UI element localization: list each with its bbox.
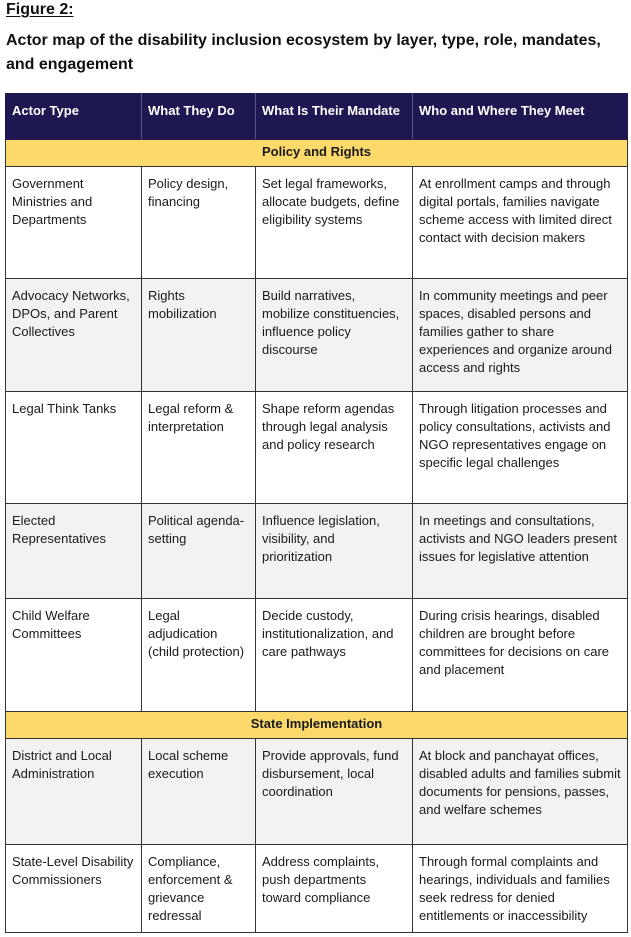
column-header: What They Do	[142, 94, 256, 140]
table-cell: Local scheme execution	[142, 739, 256, 845]
table-cell: Elected Representatives	[6, 504, 142, 599]
actor-map-table	[5, 93, 628, 933]
table-cell: Government Ministries and Departments	[6, 167, 142, 279]
table-cell: Build narratives, mobilize constituencies, influence policy discourse	[256, 279, 413, 392]
table-cell: Policy design, financing	[142, 167, 256, 279]
table-cell: Shape reform agendas through legal analysis and policy research	[256, 392, 413, 504]
column-header: Who and Where They Meet	[413, 94, 628, 140]
figure-title: Actor map of the disability inclusion ecosystem by layer, type, role, mandates, and engagement	[6, 32, 601, 73]
table-cell: Decide custody, institutionalization, and care pathways	[256, 599, 413, 712]
table-cell: District and Local Administration	[6, 739, 142, 845]
column-header: What Is Their Mandate	[256, 94, 413, 140]
table-row	[6, 845, 628, 933]
table-row	[6, 504, 628, 599]
table-cell: Compliance, enforcement & grievance redressal	[142, 845, 256, 933]
section-row	[6, 712, 628, 739]
section-title: Policy and Rights	[6, 140, 628, 167]
table-cell: In meetings and consultations, activists and NGO leaders present issues for legislative attention	[413, 504, 628, 599]
section-row	[6, 140, 628, 167]
table-cell: Legal Think Tanks	[6, 392, 142, 504]
table-cell: At enrollment camps and through digital portals, families navigate scheme access with limited direct contact with decision makers	[413, 167, 628, 279]
table-cell: Legal reform & interpretation	[142, 392, 256, 504]
table-cell: Influence legislation, visibility, and prioritization	[256, 504, 413, 599]
table-cell: Through litigation processes and policy consultations, activists and NGO representatives engage on specific legal challenges	[413, 392, 628, 504]
table-cell: Set legal frameworks, allocate budgets, define eligibility systems	[256, 167, 413, 279]
table-cell: At block and panchayat offices, disabled adults and families submit documents for pensions, passes, and welfare schemes	[413, 739, 628, 845]
table-cell: During crisis hearings, disabled children are brought before committees for decisions on care and placement	[413, 599, 628, 712]
table-cell: Legal adjudication (child protection)	[142, 599, 256, 712]
table-cell: State-Level Disability Commissioners	[6, 845, 142, 933]
table-row	[6, 279, 628, 392]
table-cell: Child Welfare Committees	[6, 599, 142, 712]
table-cell: Political agenda-setting	[142, 504, 256, 599]
section-title: State Implementation	[6, 712, 628, 739]
table-cell: Advocacy Networks, DPOs, and Parent Collectives	[6, 279, 142, 392]
table-cell: Address complaints, push departments toward compliance	[256, 845, 413, 933]
table-row	[6, 167, 628, 279]
table-cell: Rights mobilization	[142, 279, 256, 392]
table-row	[6, 392, 628, 504]
column-header: Actor Type	[6, 94, 142, 140]
table-cell: In community meetings and peer spaces, disabled persons and families gather to share experiences and organize around access and rights	[413, 279, 628, 392]
table-cell: Through formal complaints and hearings, individuals and families seek redress for denied entitlements or inaccessibility	[413, 845, 628, 933]
table-row	[6, 599, 628, 712]
figure-label: Figure 2:	[6, 1, 74, 18]
table-header-row	[6, 94, 628, 140]
table-cell: Provide approvals, fund disbursement, local coordination	[256, 739, 413, 845]
table-row	[6, 739, 628, 845]
